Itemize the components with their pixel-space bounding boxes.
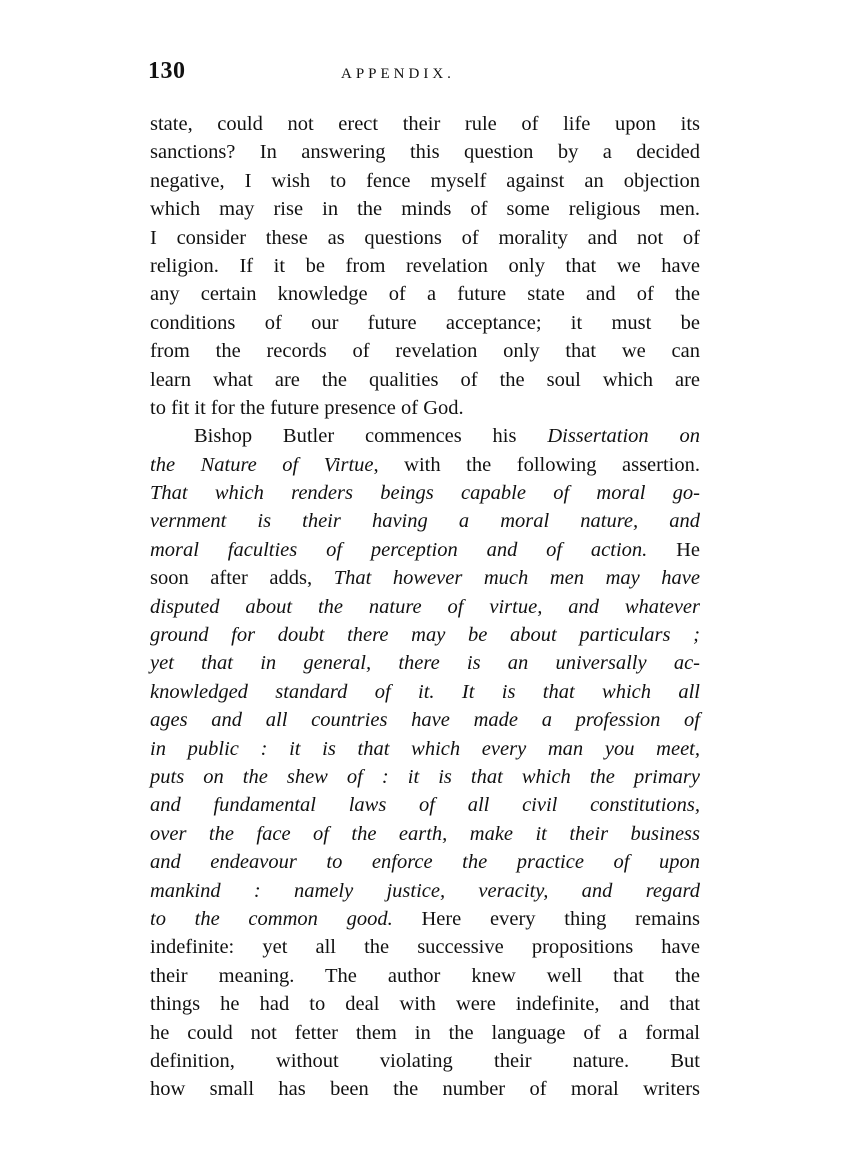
text-line: sanctions? In answering this question by a decided <box>150 141 700 164</box>
italic-text-run: and endeavour to enforce the practice of upon <box>150 851 700 874</box>
text-line <box>150 479 700 507</box>
text-line <box>150 507 700 535</box>
text-line: things he had to deal with were indefinite, and that <box>150 993 700 1016</box>
text-line: I consider these as questions of morality and not of <box>150 226 700 249</box>
text-line <box>150 848 700 876</box>
text-line <box>150 905 700 933</box>
italic-text-run: knowledged standard of it. It is that which all <box>150 680 700 703</box>
text-line: state, could not erect their rule of life upon its <box>150 113 700 135</box>
text-line <box>150 564 700 592</box>
text-line: any certain knowledge of a future state and of the <box>150 283 700 306</box>
body-text <box>150 110 700 1104</box>
italic-text-run: in public : it is that which every man you meet, <box>150 737 700 760</box>
text-line <box>150 678 700 706</box>
italic-text-run: mankind : namely justice, veracity, and regard <box>150 879 700 902</box>
page-number: 130 <box>148 58 186 84</box>
text-line: how small has been the number of moral writers <box>150 1078 700 1101</box>
text-line <box>150 649 700 677</box>
italic-text-run: the Nature of Virtue <box>150 453 374 476</box>
italic-text-run: That however much men may have <box>333 567 700 590</box>
italic-text-run: ground for doubt there may be about particulars ; <box>150 624 700 647</box>
italic-text-run: ages and all countries have made a profession of <box>150 709 700 732</box>
text-line: their meaning. The author knew well that the <box>150 964 700 987</box>
text-line <box>150 820 700 848</box>
text-line <box>150 536 700 564</box>
italic-text-run: over the face of the earth, make it their business <box>150 822 700 845</box>
text-line: negative, I wish to fence myself against an objection <box>150 169 700 192</box>
text-run: Bishop Butler commences his <box>194 425 548 448</box>
text-line: religion. If it be from revelation only that we have <box>150 254 700 277</box>
italic-text-run: Dissertation on <box>547 425 701 448</box>
page-header <box>148 58 700 92</box>
italic-text-run: puts on the shew of : it is that which the primary <box>150 765 700 788</box>
text-line: learn what are the qualities of the soul which are <box>150 368 700 391</box>
text-line <box>150 451 700 479</box>
text-run: Here every thing remains <box>392 907 700 930</box>
text-line: conditions of our future acceptance; it must be <box>150 311 700 334</box>
text-run: soon after adds, <box>150 567 334 590</box>
italic-text-run: moral faculties of perception and of action. <box>150 538 648 561</box>
italic-text-run: and fundamental laws of all civil constitutions, <box>150 794 700 817</box>
italic-text-run: That which renders beings capable of moral go- <box>150 482 700 505</box>
text-line <box>150 422 700 450</box>
italic-text-run: vernment is their having a moral nature, and <box>150 510 700 533</box>
text-line <box>150 621 700 649</box>
text-line <box>150 791 700 819</box>
text-line <box>150 877 700 905</box>
text-run: He <box>647 538 700 561</box>
italic-text-run: to the common good. <box>150 907 393 930</box>
text-line <box>150 706 700 734</box>
text-line <box>150 763 700 791</box>
text-line: to fit it for the future presence of God. <box>150 396 464 419</box>
text-line: which may rise in the minds of some religious men. <box>150 198 700 221</box>
text-line: definition, without violating their nature. But <box>150 1049 700 1072</box>
text-line: from the records of revelation only that we can <box>150 340 700 363</box>
italic-text-run: disputed about the nature of virtue, and whatever <box>150 595 700 618</box>
text-run: , with the following assertion. <box>373 453 700 476</box>
text-line <box>150 593 700 621</box>
running-head: APPENDIX. <box>341 66 455 82</box>
text-line <box>150 735 700 763</box>
text-line: he could not fetter them in the language of a formal <box>150 1021 700 1044</box>
italic-text-run: yet that in general, there is an universally ac- <box>150 652 700 675</box>
text-line: indefinite: yet all the successive propositions have <box>150 936 700 959</box>
